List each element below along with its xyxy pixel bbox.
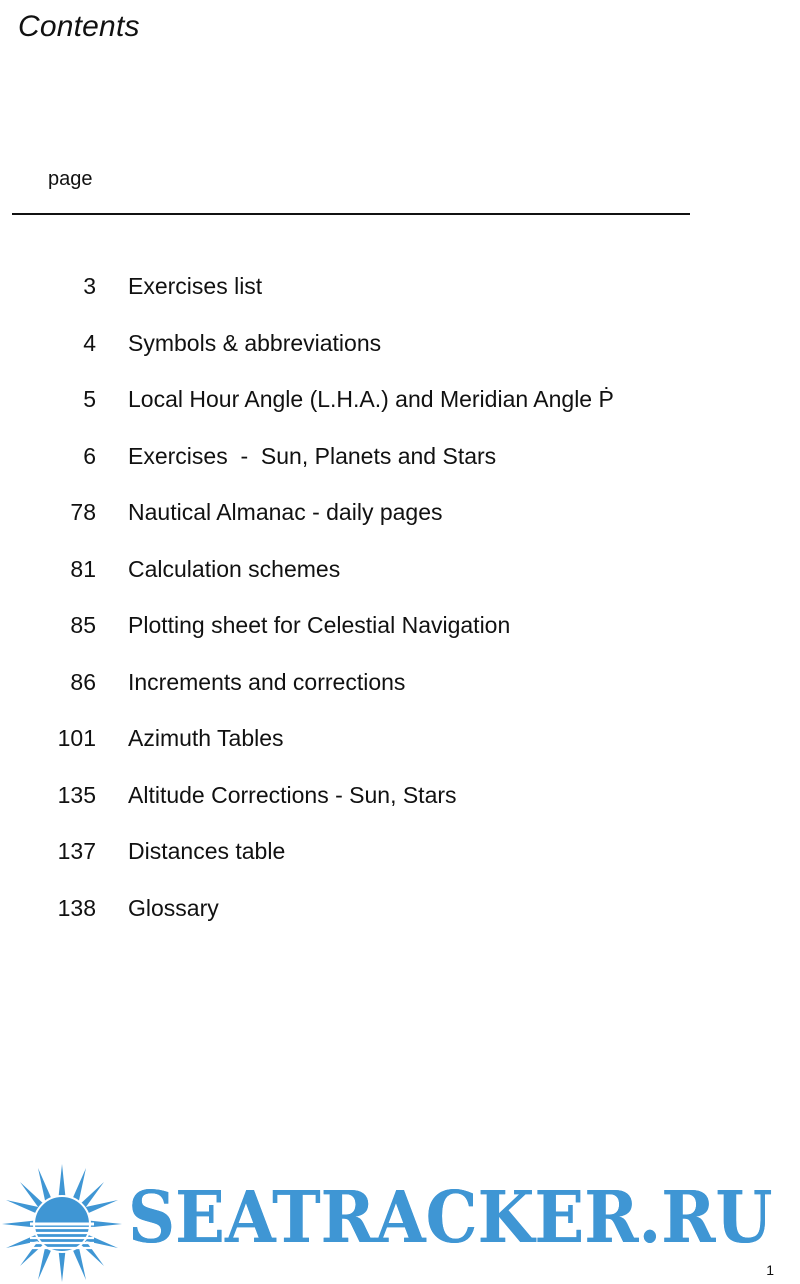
toc-entry[interactable]: [0, 320, 700, 377]
toc-page-number: 138: [57, 894, 96, 921]
page-number: 1: [766, 1262, 774, 1278]
toc-entry-title: Plotting sheet for Celestial Navigation: [128, 612, 511, 638]
brand-wordmark: SEATRACKER.RU: [128, 1175, 773, 1259]
toc-entry[interactable]: [0, 602, 700, 659]
toc-entry-title: Increments and corrections: [128, 668, 406, 695]
toc-entry[interactable]: [0, 433, 700, 490]
toc-page-number: 6: [83, 442, 96, 469]
toc-entry-title: Exercises - Sun, Planets and Stars: [128, 442, 497, 469]
toc-entry-title: Azimuth Tables: [128, 725, 284, 751]
toc-page-number: 85: [70, 612, 96, 638]
toc-entry[interactable]: [0, 885, 700, 942]
toc-entry-title: Distances table: [128, 838, 286, 864]
toc-page-number: 78: [70, 499, 96, 525]
toc-page-number: 135: [57, 781, 96, 808]
toc-entry-title: Calculation schemes: [128, 555, 341, 582]
toc-entry[interactable]: [0, 659, 700, 716]
toc-entry[interactable]: [0, 546, 700, 603]
toc-entry[interactable]: [0, 715, 700, 772]
toc-page-number: 81: [70, 555, 96, 582]
table-of-contents: [0, 263, 700, 941]
toc-entry[interactable]: [0, 828, 700, 885]
toc-page-number: 101: [57, 725, 96, 751]
toc-entry-title: Glossary: [128, 894, 219, 921]
toc-entry-title: Nautical Almanac - daily pages: [128, 499, 443, 525]
toc-entry[interactable]: [0, 489, 700, 546]
toc-entry[interactable]: [0, 263, 700, 320]
toc-page-number: 137: [57, 838, 96, 864]
page-column-label: page: [48, 168, 93, 190]
toc-page-number: 5: [83, 386, 96, 412]
toc-entry-title: Local Hour Angle (L.H.A.) and Meridian Angle Ṗ: [128, 386, 614, 412]
toc-entry[interactable]: [0, 376, 700, 433]
toc-page-number: 86: [70, 668, 96, 695]
header-divider: [12, 213, 690, 215]
toc-page-number: 4: [83, 329, 96, 356]
toc-entry[interactable]: [0, 772, 700, 829]
toc-entry-title: Altitude Corrections - Sun, Stars: [128, 781, 457, 808]
toc-entry-title: Symbols & abbreviations: [128, 329, 382, 356]
sun-over-sea-icon: [0, 1162, 124, 1284]
toc-entry-title: Exercises list: [128, 273, 263, 299]
toc-page-number: 3: [83, 273, 96, 299]
page-title: Contents: [18, 10, 140, 43]
